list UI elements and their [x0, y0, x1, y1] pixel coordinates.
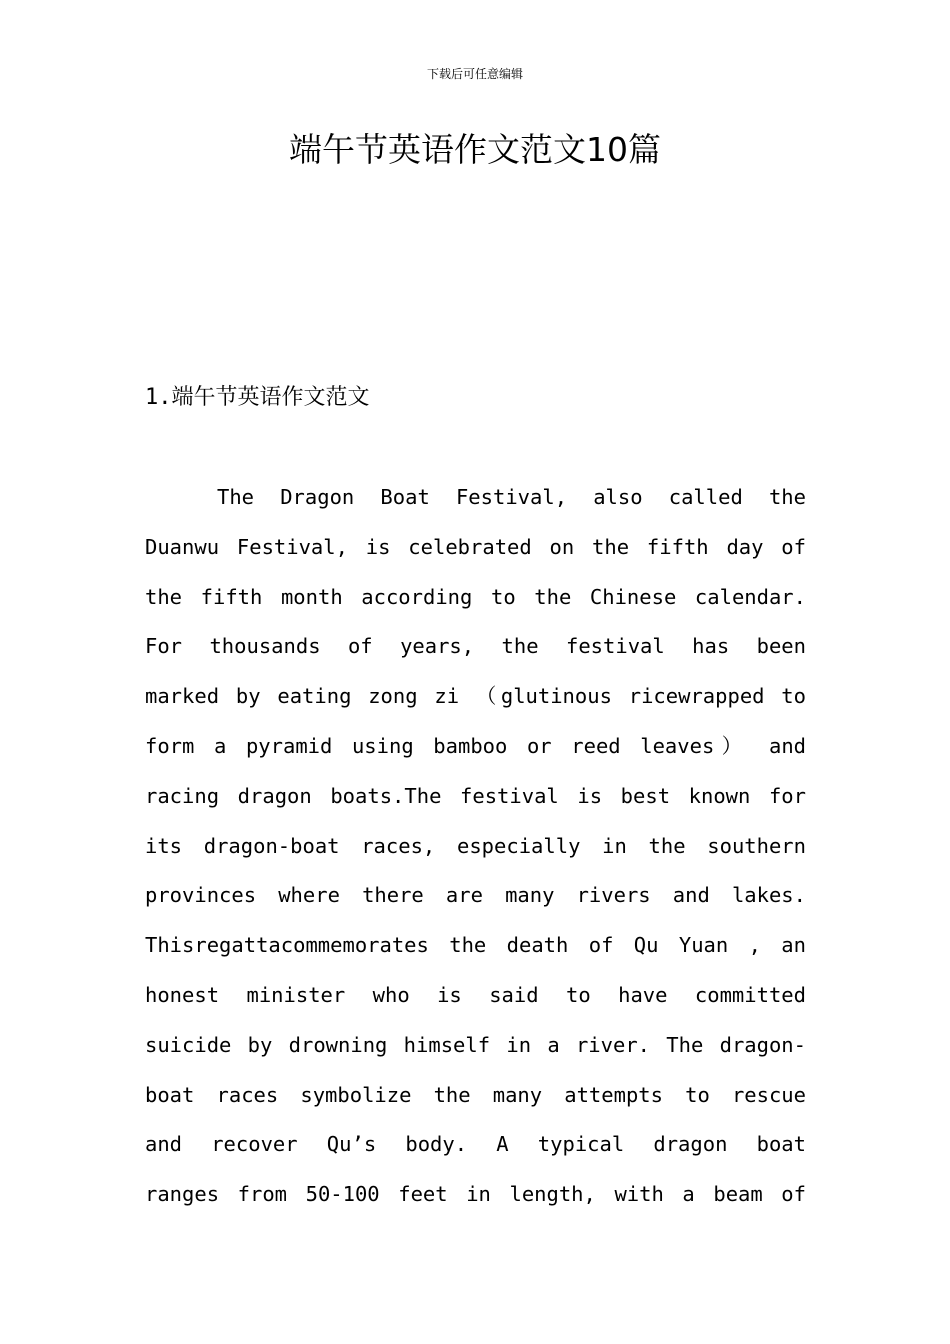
body-paragraph: [145, 473, 806, 1220]
body-line: the fifth month according to the Chinese calendar.: [145, 584, 806, 609]
document-title: 端午节英语作文范文10篇: [289, 130, 661, 169]
body-line: its dragon-boat races, especially in the southern: [145, 833, 806, 858]
body-line: Thisregattacommemorates the death of Qu Yuan , an: [145, 933, 806, 958]
body-line: honest minister who is said to have committed: [145, 982, 806, 1007]
body-line: marked by eating zong zi （glutinous ricewrapped to: [145, 684, 806, 709]
section-heading: 1.端午节英语作文范文: [145, 385, 370, 410]
body-line: Duanwu Festival, is celebrated on the fifth day of: [145, 534, 806, 559]
body-line: racing dragon boats.The festival is best known for: [145, 783, 806, 808]
body-line: For thousands of years, the festival has been: [145, 634, 806, 659]
body-line: The Dragon Boat Festival, also called the: [217, 485, 806, 509]
header-note: 下载后可任意编辑: [426, 67, 523, 81]
body-line: form a pyramid using bamboo or reed leaves） and: [145, 733, 806, 758]
body-line: ranges from 50-100 feet in length, with a beam of: [145, 1182, 806, 1207]
body-line: and recover Qu’s body. A typical dragon boat: [145, 1132, 806, 1157]
body-line: boat races symbolize the many attempts to rescue: [145, 1082, 806, 1107]
body-line: suicide by drowning himself in a river. The dragon-: [145, 1032, 806, 1057]
body-line: provinces where there are many rivers and lakes.: [145, 883, 806, 908]
